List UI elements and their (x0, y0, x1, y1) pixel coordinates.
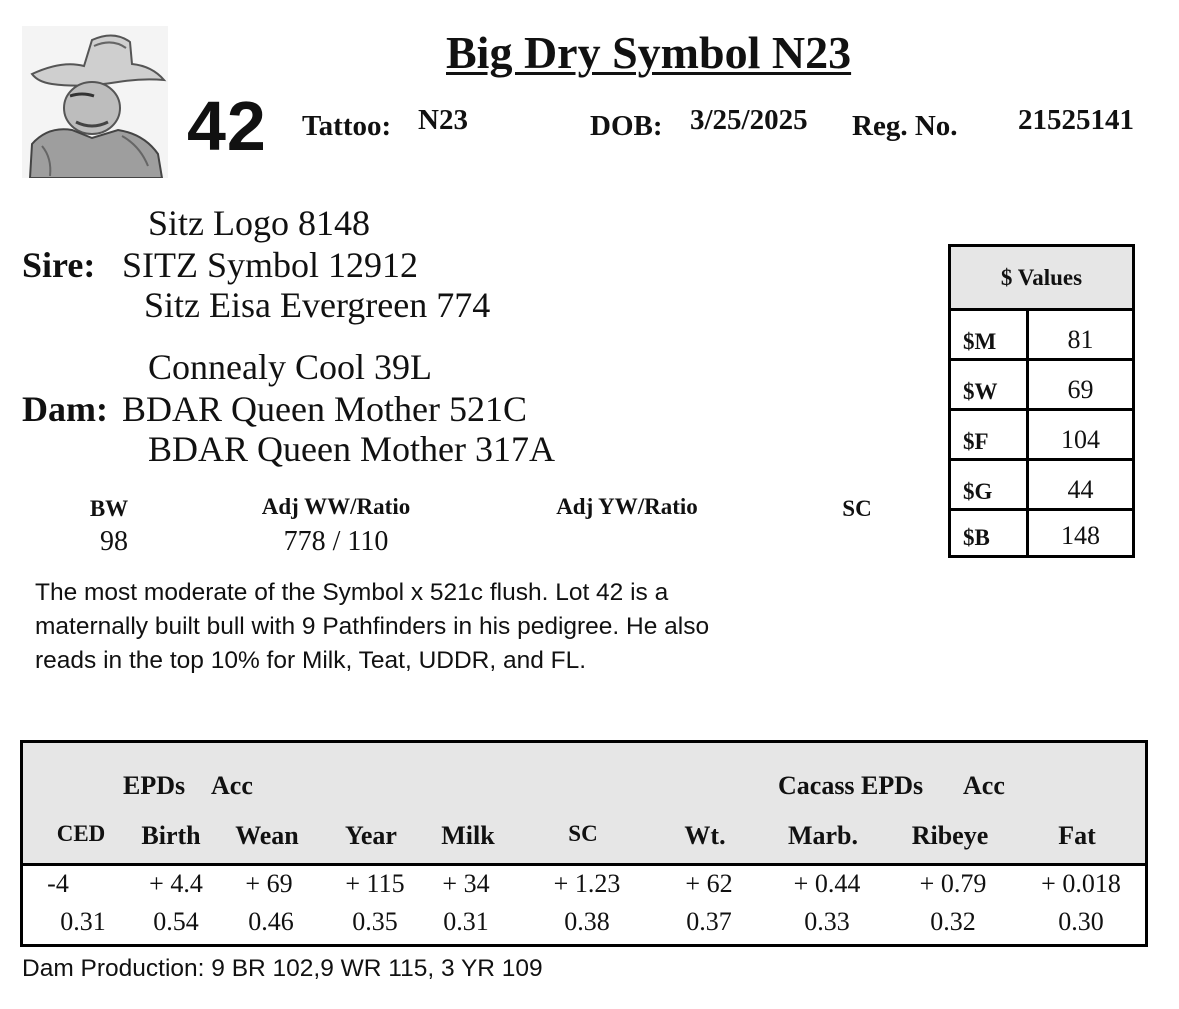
sc-label: SC (842, 496, 872, 521)
dollar-value: 81 (1067, 325, 1094, 354)
lot-comment: The most moderate of the Symbol x 521c flush. Lot 42 is a maternally built bull with 9 Pathfinders in his pedigree. He also reads in the top 10% for Milk, Teat, UDDR, and FL. (35, 579, 710, 674)
epd-value-marb: + 0.44 (793, 869, 861, 898)
epd-col-wean: Wean (235, 821, 299, 850)
acc-value-birth: 0.54 (153, 907, 199, 936)
epd-value-birth: + 4.4 (149, 869, 203, 898)
dam-dam: BDAR Queen Mother 317A (148, 429, 555, 469)
acc-value-wean: 0.46 (248, 907, 294, 936)
epd-table (20, 740, 1148, 947)
epd-value-wean: + 69 (245, 869, 293, 898)
carcass-epd-group-acc: Acc (963, 771, 1005, 800)
dollar-value: 69 (1067, 375, 1094, 404)
dollar-values-title: $ Values (951, 247, 1132, 311)
acc-value-ced: 0.31 (60, 907, 106, 936)
epd-value-fat: + 0.018 (1041, 869, 1121, 898)
epd-value-ced: -4 (47, 869, 69, 898)
dollar-values-table (948, 244, 1135, 558)
acc-value-ribeye: 0.32 (930, 907, 976, 936)
dollar-value: 148 (1061, 521, 1100, 550)
dollar-value-label: $B (951, 511, 1029, 555)
cowboy-sketch-icon (22, 26, 168, 178)
ww-label: Adj WW/Ratio (261, 494, 411, 519)
dollar-value-row (951, 411, 1132, 461)
dollar-value-label: $W (951, 361, 1029, 408)
epd-value-sc: + 1.23 (553, 869, 621, 898)
tattoo-value: N23 (418, 104, 468, 136)
dollar-value-row (951, 361, 1132, 411)
epd-col-milk: Milk (441, 821, 495, 850)
dam-production: Dam Production: 9 BR 102,9 WR 115, 3 YR 109 (22, 955, 543, 982)
dob-label: DOB: (590, 110, 663, 142)
dollar-value: 104 (1061, 425, 1100, 454)
acc-value-year: 0.35 (352, 907, 398, 936)
acc-value-milk: 0.31 (443, 907, 489, 936)
epd-col-year: Year (345, 821, 397, 850)
reg-label: Reg. No. (852, 110, 958, 142)
dollar-value-row (951, 311, 1132, 361)
lot-number: 42 (187, 87, 267, 165)
tattoo-label: Tattoo: (302, 110, 392, 142)
sire-sire: Sitz Logo 8148 (148, 203, 370, 243)
dob-value: 3/25/2025 (690, 104, 808, 136)
epd-value-ribeye: + 0.79 (919, 869, 987, 898)
dollar-value-label: $F (951, 411, 1029, 458)
dollar-value-row (951, 461, 1132, 511)
epd-col-ribeye: Ribeye (911, 821, 989, 850)
epd-col-sc: SC (568, 821, 598, 846)
acc-value-marb: 0.33 (804, 907, 850, 936)
epd-value-milk: + 34 (442, 869, 490, 898)
sire-name: SITZ Symbol 12912 (122, 245, 419, 285)
page-title: Big Dry Symbol N23 (446, 27, 852, 78)
epd-col-wt: Wt. (684, 821, 726, 850)
sire-dam: Sitz Eisa Evergreen 774 (144, 285, 491, 325)
dam-sire: Connealy Cool 39L (148, 347, 432, 387)
dam-name: BDAR Queen Mother 521C (122, 389, 527, 429)
dollar-value-row (951, 511, 1132, 555)
acc-value-wt: 0.37 (686, 907, 732, 936)
epd-group-acc: Acc (211, 771, 253, 800)
epd-col-fat: Fat (1058, 821, 1096, 850)
dollar-value-label: $M (951, 311, 1029, 358)
dollar-value-label: $G (951, 461, 1029, 508)
epd-group-label: EPDs (123, 771, 186, 800)
dollar-value: 44 (1067, 475, 1094, 504)
yw-label: Adj YW/Ratio (556, 494, 698, 519)
epd-col-birth: Birth (141, 821, 201, 850)
bw-value: 98 (100, 526, 128, 557)
ww-value: 778 / 110 (283, 526, 389, 557)
epd-value-year: + 115 (345, 869, 405, 898)
epd-value-wt: + 62 (685, 869, 733, 898)
carcass-epd-group-label: Cacass EPDs (778, 771, 924, 800)
epd-col-ced: CED (56, 821, 106, 846)
reg-value: 21525141 (1018, 104, 1134, 136)
sire-label: Sire: (22, 245, 96, 285)
acc-value-sc: 0.38 (564, 907, 610, 936)
bw-label: BW (89, 496, 129, 521)
acc-value-fat: 0.30 (1058, 907, 1104, 936)
dam-label: Dam: (22, 389, 108, 429)
epd-col-marb: Marb. (787, 821, 859, 850)
